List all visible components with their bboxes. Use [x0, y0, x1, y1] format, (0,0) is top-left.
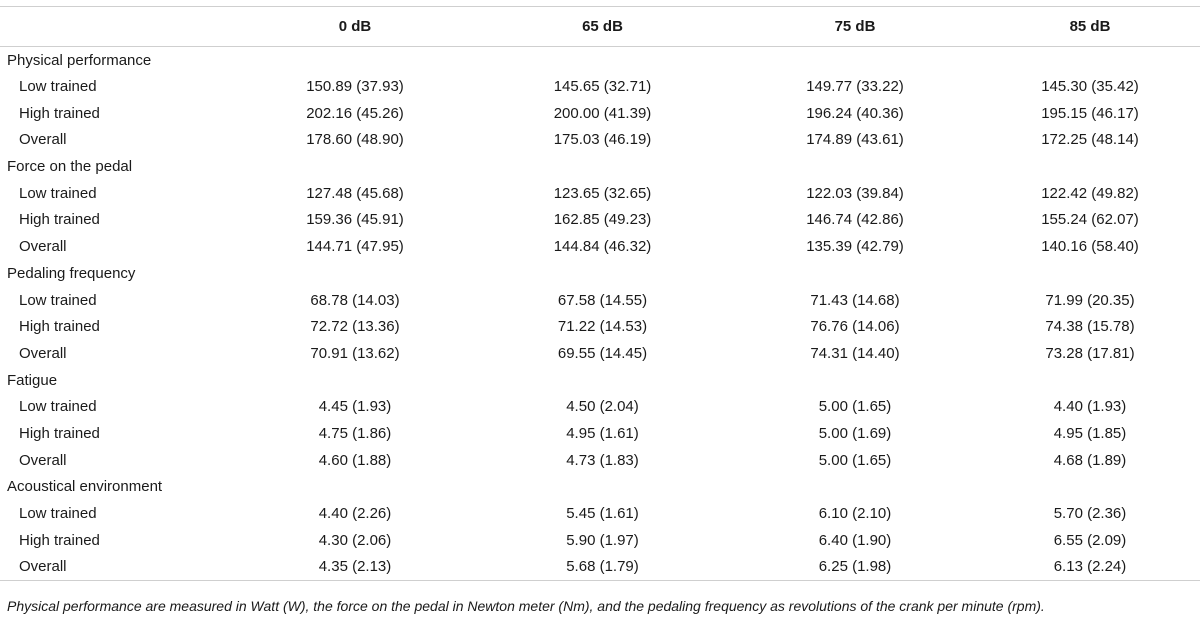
value-cell: 174.89 (43.61) — [806, 131, 904, 149]
value-cell: 4.35 (2.13) — [235, 554, 475, 581]
value-cell: 4.50 (2.04) — [566, 398, 639, 416]
group-header-row — [0, 153, 1200, 180]
value-cell: 5.00 (1.65) — [818, 451, 892, 469]
empty-cell — [730, 260, 980, 287]
value-cell: 196.24 (40.36) — [806, 104, 904, 122]
value-cell: 5.00 (1.69) — [818, 424, 892, 442]
value-cell: 178.60 (48.90) — [306, 131, 404, 149]
header-cell-85db: 85 dB — [980, 7, 1200, 47]
value-cell: 74.38 (15.78) — [1045, 318, 1135, 336]
empty-cell — [235, 474, 475, 501]
value-cell: 5.90 (1.97) — [566, 531, 639, 549]
value-cell: 4.75 (1.86) — [318, 424, 392, 442]
empty-cell — [980, 47, 1200, 74]
value-cell: 4.40 (1.93) — [1053, 398, 1127, 416]
group-title: Fatigue — [7, 371, 58, 389]
value-cell: 4.68 (1.89) — [1053, 451, 1127, 469]
empty-cell — [730, 47, 980, 74]
value-cell: 146.74 (42.86) — [806, 211, 904, 229]
header-row — [0, 7, 1200, 47]
header-cell-65db: 65 dB — [475, 7, 730, 47]
empty-cell — [730, 153, 980, 180]
table-row — [0, 287, 1200, 314]
group-header-row — [0, 260, 1200, 287]
value-cell: 4.30 (2.06) — [318, 531, 392, 549]
table-row — [0, 207, 1200, 234]
header-cell-0db: 0 dB — [235, 7, 475, 47]
group-title: Force on the pedal — [7, 158, 133, 176]
table-row — [0, 313, 1200, 340]
table-row — [0, 127, 1200, 154]
value-cell: 135.39 (42.79) — [806, 238, 904, 256]
table-footnote: Physical performance are measured in Watt (W), the force on the pedal in Newton meter (Nm), and the pedaling frequency as revolutions of the crank per minute (rpm). — [7, 598, 1045, 614]
empty-cell — [475, 153, 730, 180]
value-cell: 74.31 (14.40) — [810, 344, 900, 362]
value-cell: 4.45 (1.93) — [318, 398, 392, 416]
empty-cell — [980, 367, 1200, 394]
empty-cell — [475, 47, 730, 74]
row-label: Low trained — [19, 78, 97, 96]
value-cell: 71.43 (14.68) — [810, 291, 900, 309]
table-row — [0, 500, 1200, 527]
value-cell: 73.28 (17.81) — [1045, 344, 1135, 362]
empty-cell — [730, 474, 980, 501]
row-label: Overall — [19, 451, 67, 469]
value-cell: 71.99 (20.35) — [1045, 291, 1135, 309]
value-cell: 69.55 (14.45) — [557, 344, 648, 362]
table-row — [0, 420, 1200, 447]
value-cell: 5.00 (1.65) — [818, 398, 892, 416]
empty-cell — [980, 474, 1200, 501]
row-label: High trained — [19, 424, 100, 442]
empty-cell — [475, 367, 730, 394]
value-cell: 144.71 (47.95) — [306, 238, 404, 256]
table-row — [0, 100, 1200, 127]
value-cell: 127.48 (45.68) — [306, 184, 404, 202]
row-label: High trained — [19, 531, 100, 549]
row-label: Overall — [19, 344, 67, 362]
group-header-row — [0, 367, 1200, 394]
row-label: High trained — [19, 104, 100, 122]
empty-cell — [475, 474, 730, 501]
value-cell: 122.03 (39.84) — [806, 184, 904, 202]
value-cell: 144.84 (46.32) — [553, 238, 652, 256]
value-cell: 76.76 (14.06) — [810, 318, 900, 336]
group-title: Physical performance — [7, 51, 152, 69]
value-cell: 140.16 (58.40) — [1041, 238, 1139, 256]
value-cell: 149.77 (33.22) — [806, 78, 904, 96]
table-row — [0, 340, 1200, 367]
value-cell: 155.24 (62.07) — [1041, 211, 1139, 229]
value-cell: 123.65 (32.65) — [553, 184, 652, 202]
value-cell: 5.70 (2.36) — [1053, 505, 1127, 523]
value-cell: 122.42 (49.82) — [1041, 184, 1139, 202]
table-row — [0, 527, 1200, 554]
value-cell: 200.00 (41.39) — [553, 104, 652, 122]
table-row — [0, 73, 1200, 100]
value-cell: 145.65 (32.71) — [553, 78, 652, 96]
value-cell: 5.45 (1.61) — [566, 505, 639, 523]
empty-cell — [235, 260, 475, 287]
row-label: Overall — [0, 554, 235, 581]
empty-cell — [235, 153, 475, 180]
value-cell: 4.95 (1.61) — [566, 424, 639, 442]
value-cell: 71.22 (14.53) — [557, 318, 648, 336]
results-table — [0, 6, 1200, 581]
value-cell: 6.10 (2.10) — [818, 505, 892, 523]
row-label: Overall — [19, 131, 67, 149]
table-row — [0, 233, 1200, 260]
empty-cell — [475, 260, 730, 287]
value-cell: 150.89 (37.93) — [306, 78, 404, 96]
value-cell: 159.36 (45.91) — [306, 211, 404, 229]
value-cell: 172.25 (48.14) — [1041, 131, 1139, 149]
row-label: High trained — [19, 318, 100, 336]
empty-cell — [235, 367, 475, 394]
row-label: Low trained — [19, 398, 97, 416]
value-cell: 195.15 (46.17) — [1041, 104, 1139, 122]
group-title: Acoustical environment — [7, 478, 163, 496]
value-cell: 4.95 (1.85) — [1053, 424, 1127, 442]
table-row — [0, 180, 1200, 207]
value-cell: 72.72 (13.36) — [310, 318, 400, 336]
table-row — [0, 393, 1200, 420]
value-cell: 68.78 (14.03) — [310, 291, 400, 309]
empty-cell — [980, 260, 1200, 287]
empty-cell — [235, 47, 475, 74]
empty-cell — [980, 153, 1200, 180]
value-cell: 67.58 (14.55) — [557, 291, 648, 309]
value-cell: 6.55 (2.09) — [1053, 531, 1127, 549]
group-header-row — [0, 47, 1200, 74]
row-label: Low trained — [19, 291, 97, 309]
value-cell: 202.16 (45.26) — [306, 104, 404, 122]
value-cell: 175.03 (46.19) — [553, 131, 652, 149]
value-cell: 145.30 (35.42) — [1041, 78, 1139, 96]
value-cell: 6.13 (2.24) — [980, 554, 1200, 581]
value-cell: 4.60 (1.88) — [318, 451, 392, 469]
value-cell: 70.91 (13.62) — [310, 344, 400, 362]
header-cell-empty — [0, 7, 235, 47]
row-label: Low trained — [19, 505, 97, 523]
value-cell: 162.85 (49.23) — [553, 211, 652, 229]
row-label: High trained — [19, 211, 100, 229]
table-body — [0, 47, 1200, 581]
group-header-row — [0, 474, 1200, 501]
table-row — [0, 447, 1200, 474]
value-cell: 4.40 (2.26) — [318, 505, 392, 523]
value-cell: 5.68 (1.79) — [475, 554, 730, 581]
value-cell: 6.25 (1.98) — [730, 554, 980, 581]
empty-cell — [730, 367, 980, 394]
group-title: Pedaling frequency — [7, 264, 136, 282]
row-label: Low trained — [19, 184, 97, 202]
value-cell: 4.73 (1.83) — [566, 451, 639, 469]
header-cell-75db: 75 dB — [730, 7, 980, 47]
value-cell: 6.40 (1.90) — [818, 531, 892, 549]
table-row — [0, 554, 1200, 581]
row-label: Overall — [19, 238, 67, 256]
